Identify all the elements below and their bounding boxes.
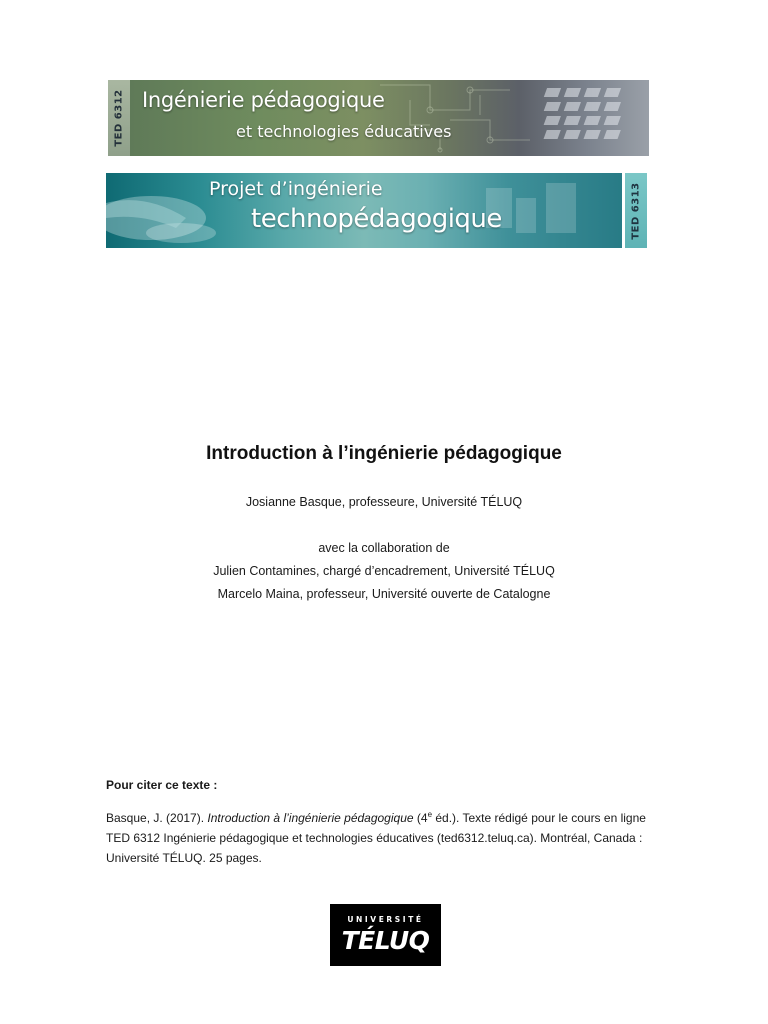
- teluq-logo: [330, 904, 441, 966]
- logo-top-text: UNIVERSITÉ: [347, 915, 424, 924]
- course-code-label: TED 6312: [113, 89, 125, 147]
- citation-text: [106, 808, 668, 868]
- citation-authors-year: Basque, J. (2017).: [106, 811, 208, 825]
- course-code-tab: [622, 173, 647, 248]
- collaboration-intro: avec la collaboration de: [318, 541, 450, 555]
- banner-image-hand: [106, 173, 622, 248]
- banner-subtitle: technopédagogique: [251, 204, 502, 234]
- citation-rest: Texte rédigé pour le cours en ligne TED 6312 Ingénierie pédagogique et technologies éducatives (ted6312.teluq.ca). Montréal, Canada : Université TÉLUQ. 25 pages.: [106, 811, 646, 865]
- banner-title: Projet d’ingénierie: [209, 178, 383, 200]
- collaborator-line: Marcelo Maina, professeur, Université ouverte de Catalogne: [217, 587, 551, 601]
- citation-edition-close: éd.).: [432, 811, 463, 825]
- document-title: Introduction à l’ingénierie pédagogique: [206, 443, 562, 464]
- logo-main-text: TÉLUQ: [341, 926, 430, 955]
- author-line: Josianne Basque, professeure, Université TÉLUQ: [245, 495, 523, 509]
- citation-edition-sup: e: [427, 810, 433, 819]
- course-banner-ted6312: [108, 80, 649, 156]
- banner-image-circuit: [130, 80, 649, 156]
- banner-title: Ingénierie pédagogique: [142, 88, 385, 112]
- citation-edition-open: (4: [413, 811, 428, 825]
- banner-subtitle: et technologies éducatives: [236, 122, 452, 141]
- citation-heading: Pour citer ce texte :: [106, 778, 218, 792]
- course-code-label: TED 6313: [630, 181, 642, 240]
- course-code-tab: [108, 80, 130, 156]
- course-banner-ted6313: [106, 173, 647, 248]
- collaborator-line: Julien Contamines, chargé d’encadrement, Université TÉLUQ: [213, 564, 555, 578]
- citation-work-title: Introduction à l’ingénierie pédagogique: [207, 811, 414, 825]
